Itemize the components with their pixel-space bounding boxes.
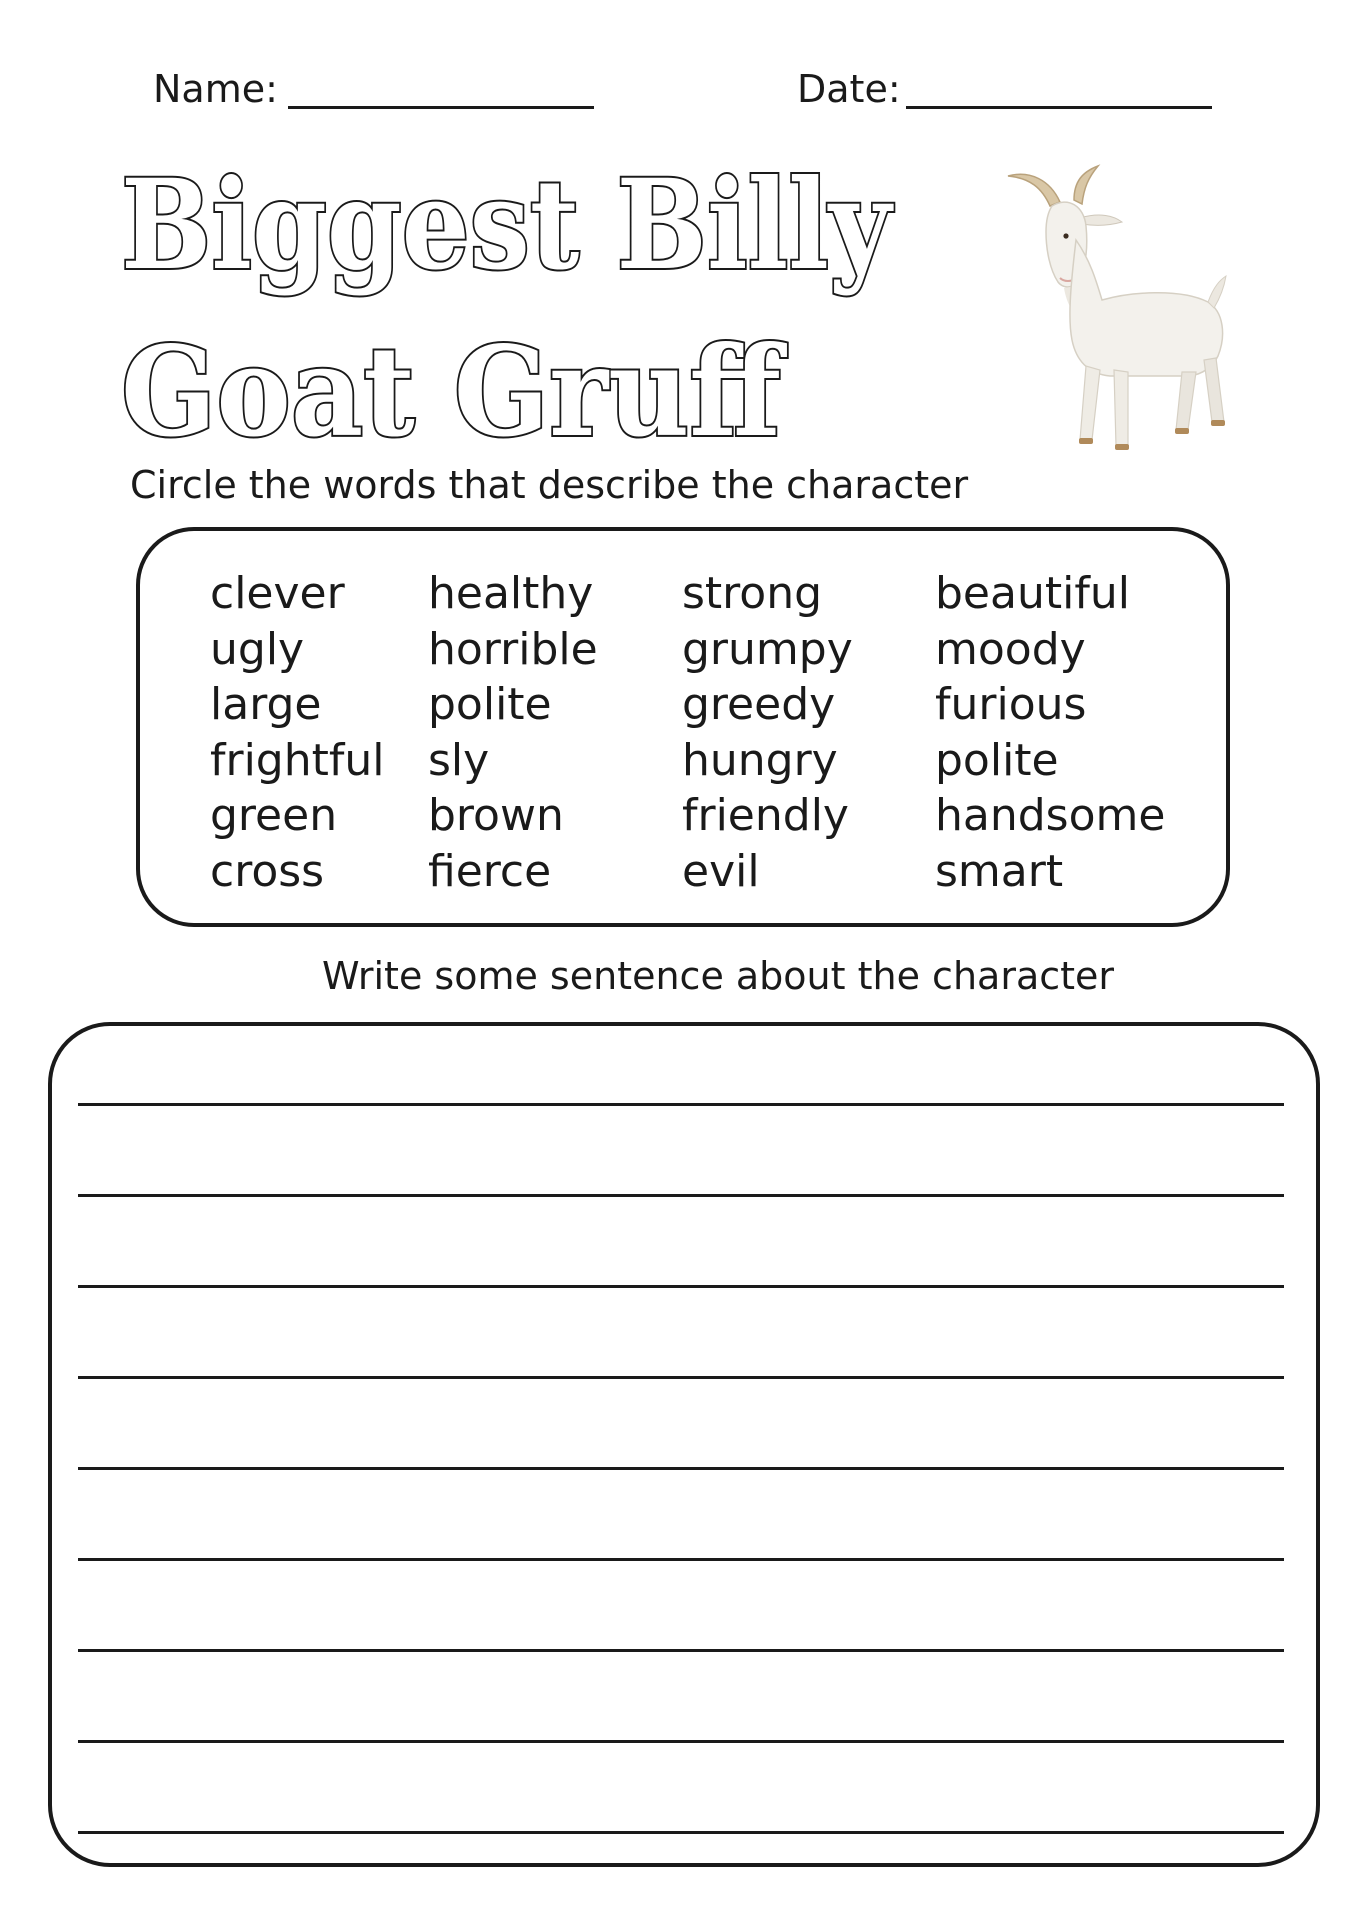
word-option[interactable]: brown: [428, 790, 564, 841]
word-option[interactable]: evil: [682, 845, 760, 897]
word-option[interactable]: frightful: [210, 734, 385, 786]
worksheet-title: [115, 150, 915, 465]
word-option[interactable]: handsome: [935, 790, 1166, 841]
write-instruction: Write some sentence about the character: [322, 954, 1115, 998]
word-column-3: [682, 566, 853, 899]
word-option[interactable]: green: [210, 790, 338, 841]
writing-line[interactable]: [78, 1376, 1284, 1379]
word-option[interactable]: cross: [210, 845, 325, 897]
word-column-4: [935, 566, 1165, 899]
writing-line[interactable]: [78, 1558, 1284, 1561]
goat-icon: [990, 160, 1230, 460]
word-option[interactable]: smart: [935, 845, 1064, 897]
writing-line[interactable]: [78, 1467, 1284, 1470]
word-option[interactable]: healthy: [428, 568, 594, 619]
word-option[interactable]: polite: [428, 679, 552, 730]
word-option[interactable]: beautiful: [935, 568, 1130, 619]
writing-line[interactable]: [78, 1831, 1284, 1834]
writing-line[interactable]: [78, 1285, 1284, 1288]
word-option[interactable]: clever: [210, 568, 345, 619]
word-option[interactable]: sly: [428, 734, 490, 786]
date-label: Date:: [797, 67, 901, 111]
word-option[interactable]: furious: [935, 679, 1087, 730]
writing-line[interactable]: [78, 1649, 1284, 1652]
writing-line[interactable]: [78, 1194, 1284, 1197]
writing-line[interactable]: [78, 1103, 1284, 1106]
word-option[interactable]: grumpy: [682, 623, 853, 675]
word-option[interactable]: fierce: [428, 845, 552, 897]
word-option[interactable]: hungry: [682, 734, 838, 786]
date-field[interactable]: [906, 106, 1212, 109]
word-column-1: [210, 566, 384, 899]
title-line-1: Biggest Billy: [121, 153, 895, 298]
word-option[interactable]: large: [210, 679, 322, 730]
word-option[interactable]: greedy: [682, 679, 836, 730]
name-field[interactable]: [288, 106, 594, 109]
circle-instruction: Circle the words that describe the character: [130, 463, 969, 507]
writing-line[interactable]: [78, 1740, 1284, 1743]
word-option[interactable]: moody: [935, 623, 1086, 675]
word-option[interactable]: friendly: [682, 790, 849, 841]
word-option[interactable]: ugly: [210, 623, 305, 675]
word-column-2: [428, 566, 598, 899]
title-line-2: Goat Gruff: [121, 320, 788, 465]
name-label: Name:: [153, 67, 278, 111]
word-option[interactable]: polite: [935, 734, 1059, 786]
word-option[interactable]: strong: [682, 568, 823, 619]
word-option[interactable]: horrible: [428, 623, 598, 675]
